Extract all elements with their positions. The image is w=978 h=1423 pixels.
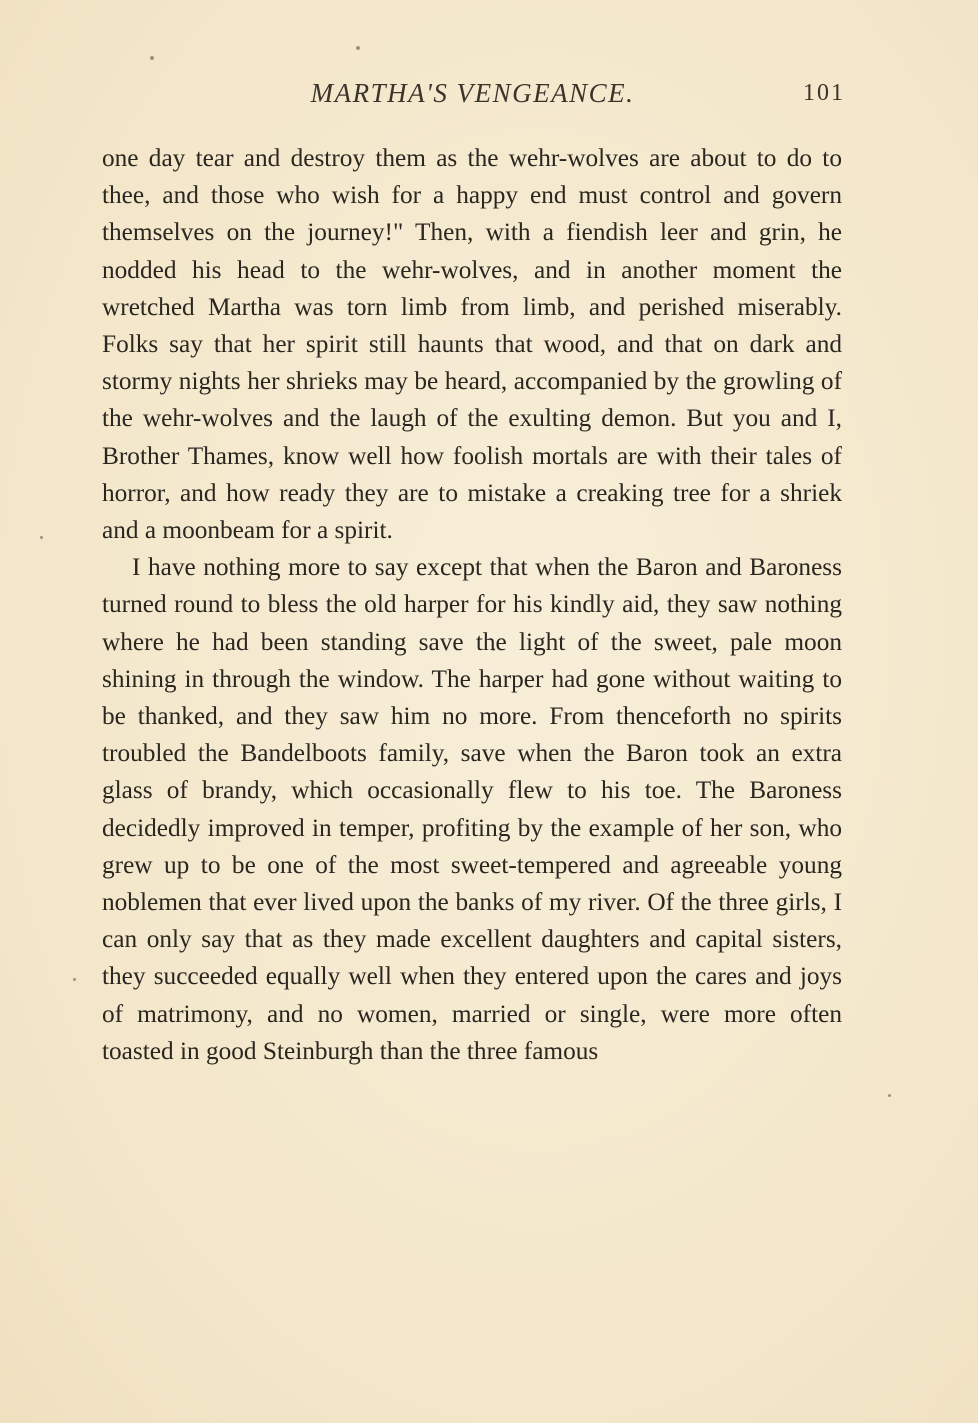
print-speck (888, 1094, 891, 1097)
body-text (102, 140, 842, 1070)
paragraph: I have nothing more to say except that when the Baron and Baroness turned round to bless the old harper for his kindly aid, they saw nothing where he had been standing save the light of the sweet, pale moon shining in through the window. The harper had gone without waiting to be thanked, and they saw him no more. From thenceforth no spirits troubled the Bandelboots family, save when the Baron took an extra glass of brandy, which occasionally flew to his toe. The Baroness decidedly improved in temper, profiting by the example of her son, who grew up to be one of the most sweet-tempered and agreeable young noblemen that ever lived upon the banks of my river. Of the three girls, I can only say that as they made excellent daughters and capital sisters, they succeeded equally well when they entered upon the cares and joys of matrimony, and no women, married or single, were more often toasted in good Steinburgh than the three famous (102, 553, 842, 1065)
running-title: MARTHA'S VENGEANCE. (310, 78, 635, 108)
print-speck (356, 46, 360, 50)
print-speck (150, 56, 154, 60)
print-speck (40, 536, 43, 539)
paragraph-continued: one day tear and destroy them as the wehr-wolves are about to do to thee, and those who wish for a happy end must control and govern themselves on the journey!" Then, with a fiendish leer and grin, he nodded his head to the wehr-wolves, and in another moment the wretched Martha was torn limb from limb, and perished miserably. Folks say that her spirit still haunts that wood, and that on dark and stormy nights her shrieks may be heard, accompanied by the growling of the wehr-wolves and the laugh of the exulting demon. But you and I, Brother Thames, know well how foolish mortals are with their tales of horror, and how ready they are to mistake a creaking tree for a shriek and a moonbeam for a spirit. (102, 144, 842, 545)
page-number: 101 (803, 80, 845, 106)
page-header (100, 78, 845, 118)
print-speck (73, 978, 76, 981)
